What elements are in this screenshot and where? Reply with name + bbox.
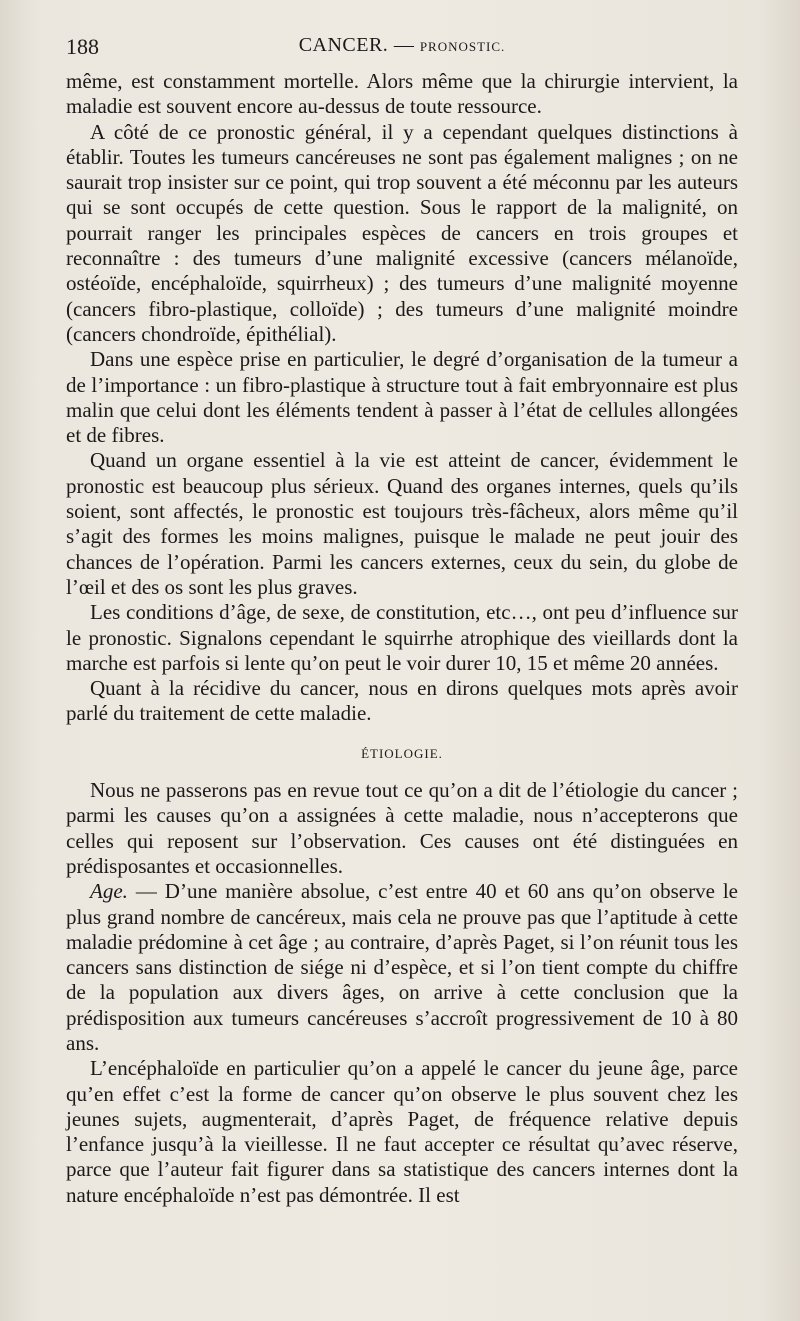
page-number: 188: [66, 34, 99, 59]
body-text: [66, 69, 738, 1208]
paragraph-lead-word: Age.: [90, 879, 128, 904]
title-separator: —: [393, 34, 415, 56]
running-head: [66, 34, 738, 62]
paragraph: même, est constamment mortelle. Alors même que la chirurgie intervient, la maladie est souvent encore au-dessus de toute ressource.: [66, 69, 738, 119]
running-title: [66, 34, 738, 57]
paragraph: Les conditions d’âge, de sexe, de constitution, etc…, ont peu d’influence sur le pronostic. Signalons cependant le squirrhe atrophique des vieillards dont la marche est parfois si lente qu’on peut le voir durer 10, 15 et même 20 années.: [66, 600, 738, 675]
paragraph: Quant à la récidive du cancer, nous en dirons quelques mots après avoir parlé du traitement de cette maladie.: [66, 676, 738, 726]
paragraph: [66, 879, 738, 1056]
section-heading: ÉTIOLOGIE.: [361, 745, 443, 761]
section-subtitle: PRONOSTIC.: [419, 39, 506, 54]
chapter-title: CANCER.: [298, 34, 389, 56]
paragraph-body: — D’une manière absolue, c’est entre 40 et 60 ans qu’on observe le plus grand nombre de cancéreux, mais cela ne prouve pas que l’aptitude à cette maladie prédomine à cet âge ; au contraire, d’après Paget, si l’on réunit tous les cancers sans distinction de siége ni d’espèce, et si l’on tient compte du chiffre de la population aux divers âges, on arrive à cette conclusion que la prédisposition aux tumeurs cancéreuses s’accroît progressivement de 10 à 80 ans.: [66, 879, 738, 1055]
paragraph: Nous ne passerons pas en revue tout ce qu’on a dit de l’étiologie du cancer ; parmi les causes qu’on a assignées à cette maladie, nous n’accepterons que celles qui reposent sur l’observation. Ces causes ont été distinguées en prédisposantes et occasionnelles.: [66, 778, 738, 878]
paragraph: Dans une espèce prise en particulier, le degré d’organisation de la tumeur a de l’importance : un fibro-plastique à structure tout à fait embryonnaire est plus malin que celui dont les éléments tendent à passer à l’état de cellules allongées et de fibres.: [66, 347, 738, 448]
paragraph: A côté de ce pronostic général, il y a cependant quelques distinctions à établir. Toutes les tumeurs cancéreuses ne sont pas également malignes ; on ne saurait trop insister sur ce point, qui trop souvent a été méconnu par les auteurs qui se sont occupés de cette question. Sous le rapport de la malignité, on pourrait ranger les principales espèces de cancers en trois groupes et reconnaître : des tumeurs d’une malignité excessive (cancers mélanoïde, ostéoïde, encéphaloïde, squirrheux) ; des tumeurs d’une malignité moyenne (cancers fibro-plastique, colloïde) ; des tumeurs d’une malignité moindre (cancers chondroïde, épithélial).: [66, 119, 738, 346]
paragraph: Quand un organe essentiel à la vie est atteint de cancer, évidemment le pronostic est beaucoup plus sérieux. Quand des organes internes, quels qu’ils soient, sont affectés, le pronostic est toujours très-fâcheux, alors même qu’il s’agit des formes les moins malignes, puisque le malade ne peut jouir des chances de l’opération. Parmi les cancers externes, ceux du sein, du globe de l’œil et des os sont les plus graves.: [66, 448, 738, 599]
paragraph: L’encéphaloïde en particulier qu’on a appelé le cancer du jeune âge, parce qu’en effet c’est la forme de cancer qu’on observe le plus souvent chez les jeunes sujets, augmenterait, d’après Paget, de fréquence relative depuis l’enfance jusqu’à la vieillesse. Il ne faut accepter ce résultat qu’avec réserve, parce que l’auteur fait figurer dans sa statistique des cancers internes dont la nature encéphaloïde n’est pas démontrée. Il est: [66, 1056, 738, 1207]
